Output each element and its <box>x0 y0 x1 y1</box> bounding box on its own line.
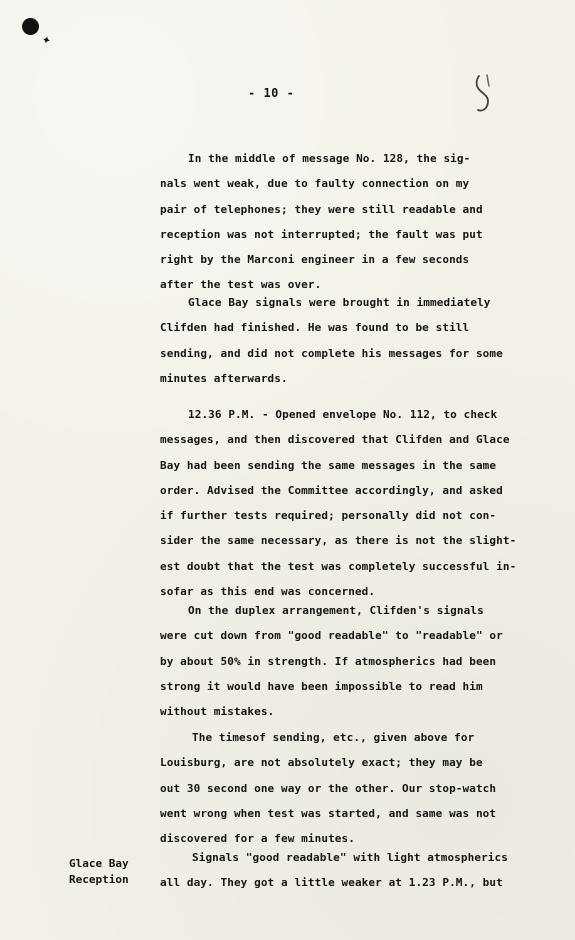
paragraph-3 <box>160 402 550 604</box>
paragraph-1 <box>160 146 550 298</box>
text-line: if further tests required; personally did not con- <box>160 509 497 523</box>
text-line: order. Advised the Committee accordingly, and asked <box>160 483 503 497</box>
text-line: 12.36 P.M. - Opened envelope No. 112, to check <box>188 408 498 421</box>
paragraph-6 <box>160 845 550 896</box>
text-line: sider the same necessary, as there is not the slight- <box>160 534 517 548</box>
paragraph-5 <box>160 725 550 851</box>
handwritten-mark-icon <box>472 70 502 118</box>
text-line: sofar as this end was concerned. <box>160 585 376 599</box>
text-line: right by the Marconi engineer in a few seconds <box>160 253 470 267</box>
text-line: went wrong when test was started, and same was not <box>160 806 497 820</box>
text-line: Clifden had finished. He was found to be still <box>160 321 470 335</box>
text-line: minutes afterwards. <box>160 371 288 385</box>
text-line: Bay had been sending the same messages in the same <box>160 458 497 472</box>
text-line: after the test was over. <box>160 278 322 292</box>
text-line: by about 50% in strength. If atmospherics had been <box>160 654 497 668</box>
page-number: - 10 - <box>248 86 295 100</box>
text-line: without mistakes. <box>160 705 275 719</box>
text-line: strong it would have been impossible to read him <box>160 679 483 693</box>
text-line: On the duplex arrangement, Clifden's signals <box>188 604 484 617</box>
text-line: Glace Bay signals were brought in immediately <box>188 296 491 309</box>
text-line: all day. They got a little weaker at 1.23 P.M., but <box>160 876 503 890</box>
paragraph-4 <box>160 598 550 724</box>
text-line: Signals "good readable" with light atmospherics <box>192 851 508 864</box>
text-line: were cut down from "good readable" to "readable" or <box>160 629 503 643</box>
text-line: discovered for a few minutes. <box>160 832 355 846</box>
text-line: The timesof sending, etc., given above for <box>192 731 475 744</box>
text-line: messages, and then discovered that Clifden and Glace <box>160 433 510 447</box>
text-line: reception was not interrupted; the fault was put <box>160 227 483 241</box>
margin-note: Glace Bay Reception <box>69 857 129 886</box>
punch-hole <box>22 18 39 35</box>
text-line: out 30 second one way or the other. Our stop-watch <box>160 781 497 795</box>
text-line: est doubt that the test was completely successful in- <box>160 559 517 573</box>
text-line: nals went weak, due to faulty connection on my <box>160 177 470 191</box>
paragraph-2 <box>160 290 550 391</box>
text-line: sending, and did not complete his messages for some <box>160 346 503 360</box>
ink-mark-icon: ✦ <box>39 29 54 49</box>
text-line: Louisburg, are not absolutely exact; they may be <box>160 756 483 770</box>
text-line: pair of telephones; they were still readable and <box>160 202 483 216</box>
text-line: In the middle of message No. 128, the sig- <box>188 152 471 165</box>
